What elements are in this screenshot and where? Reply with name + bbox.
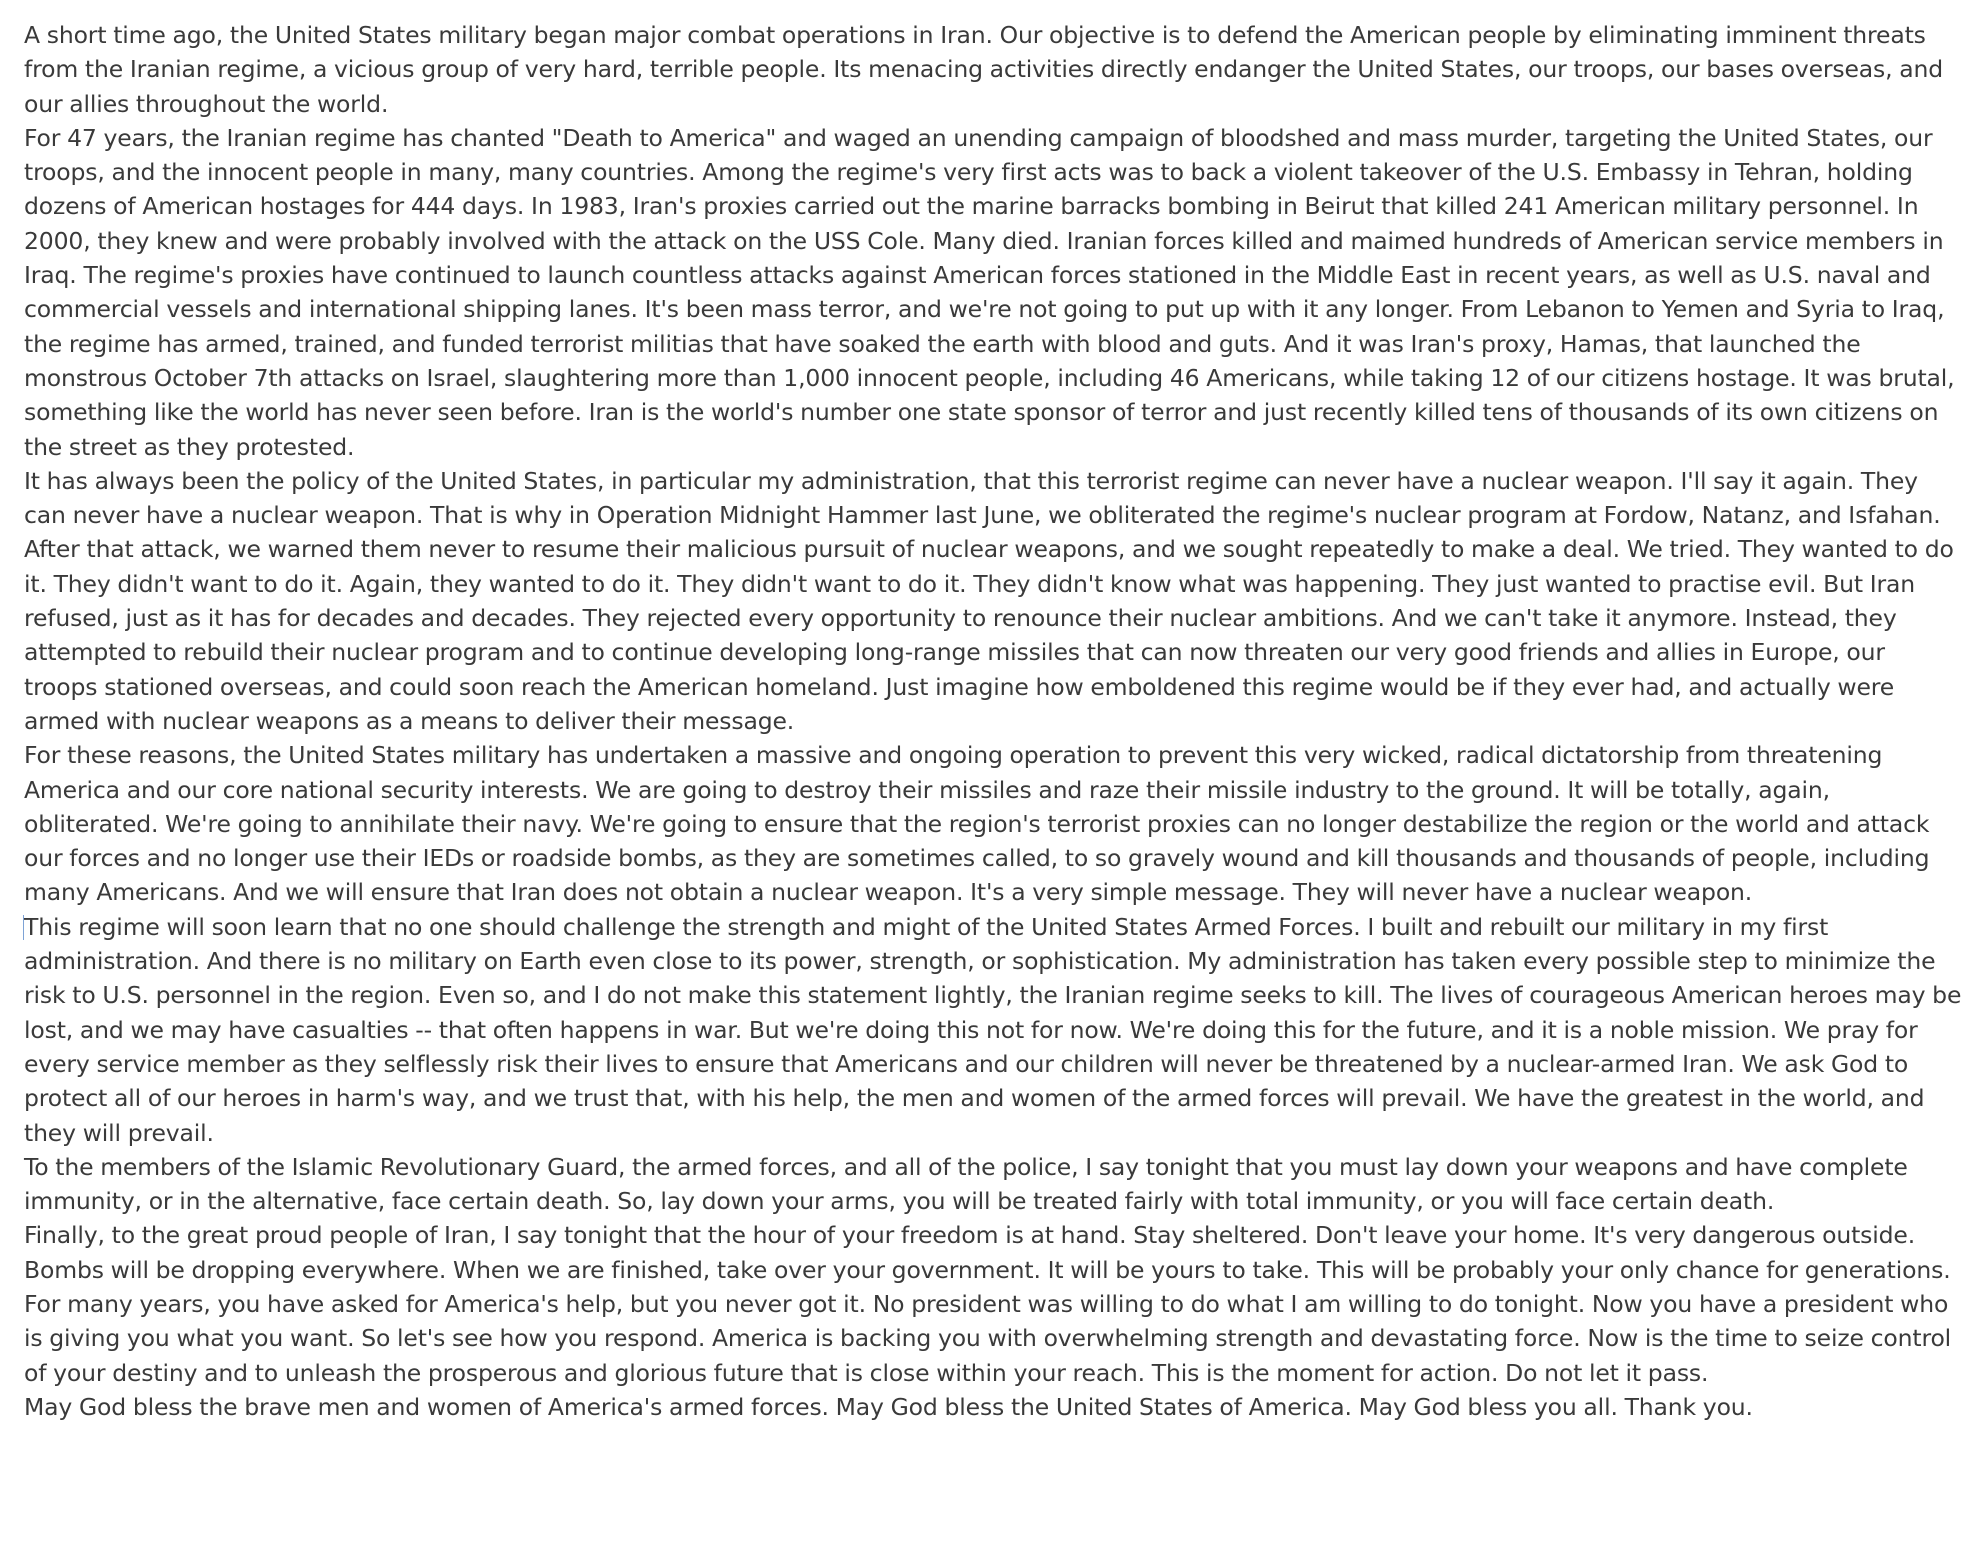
paragraph-3: It has always been the policy of the United States, in particular my administration, that this terrorist regime can never have a nuclear weapon. I'll say it again. They can never have a nuclear weapon. That is why in Operation Midnight Hammer last June, we obliterated the regime's nuclear program at Fordow, Natanz, and Isfahan. After that attack, we warned them never to resume their malicious pursuit of nuclear weapons, and we sought repeatedly to make a deal. We tried. They wanted to do it. They didn't want to do it. Again, they wanted to do it. They didn't want to do it. They didn't know what was happening. They just wanted to practise evil. But Iran refused, just as it has for decades and decades. They rejected every opportunity to renounce their nuclear ambitions. And we can't take it anymore. Instead, they attempted to rebuild their nuclear program and to continue developing long-range missiles that can now threaten our very good friends and allies in Europe, our troops stationed overseas, and could soon reach the American homeland. Just imagine how emboldened this regime would be if they ever had, and actually were armed with nuclear weapons as a means to deliver their message.	[24, 466, 1954, 735]
paragraph-1: A short time ago, the United States military began major combat operations in Iran. Our objective is to defend the American people by eliminating imminent threats from the Iranian regime, a vicious group of very hard, terrible people. Its menacing activities directly endanger the United States, our troops, our bases overseas, and our allies throughout the world.	[24, 21, 1944, 118]
paragraph-2: For 47 years, the Iranian regime has chanted "Death to America" and waged an unending campaign of bloodshed and mass murder, targeting the United States, our troops, and the innocent people in many, many countries. Among the regime's very first acts was to back a violent takeover of the U.S. Embassy in Tehran, holding dozens of American hostages for 444 days. In 1983, Iran's proxies carried out the marine barracks bombing in Beirut that killed 241 American military personnel. In 2000, they knew and were probably involved with the attack on the USS Cole. Many died. Iranian forces killed and maimed hundreds of American service members in Iraq. The regime's proxies have continued to launch countless attacks against American forces stationed in the Middle East in recent years, as well as U.S. naval and commercial vessels and international shipping lanes. It's been mass terror, and we're not going to put up with it any longer. From Lebanon to Yemen and Syria to Iraq, the regime has armed, trained, and funded terrorist militias that have soaked the earth with blood and guts. And it was Iran's proxy, Hamas, that launched the monstrous October 7th attacks on Israel, slaughtering more than 1,000 innocent people, including 46 Americans, while taking 12 of our citizens hostage. It was brutal, something like the world has never seen before. Iran is the world's number one state sponsor of terror and just recently killed tens of thousands of its own citizens on the street as they protested.	[24, 123, 1955, 461]
caret-paragraph	[24, 910, 1964, 1150]
text-caret	[23, 915, 24, 940]
paragraph-4: For these reasons, the United States military has undertaken a massive and ongoing operation to prevent this very wicked, radical dictatorship from threatening America and our core national security interests. We are going to destroy their missiles and raze their missile industry to the ground. It will be totally, again, obliterated. We're going to annihilate their navy. We're going to ensure that the region's terrorist proxies can no longer destabilize the region or the world and attack our forces and no longer use their IEDs or roadside bombs, as they are sometimes called, to so gravely wound and kill thousands and thousands of people, including many Americans. And we will ensure that Iran does not obtain a nuclear weapon. It's a very simple message. They will never have a nuclear weapon.	[24, 741, 1930, 907]
paragraph-8: May God bless the brave men and women of America's armed forces. May God bless the United States of America. May God bless you all. Thank you.	[24, 1392, 1753, 1421]
text-editor[interactable]	[24, 18, 1964, 1424]
paragraph-6: To the members of the Islamic Revolutionary Guard, the armed forces, and all of the police, I say tonight that you must lay down your weapons and have complete immunity, or in the alternative, face certain death. So, lay down your arms, you will be treated fairly with total immunity, or you will face certain death.	[24, 1152, 1908, 1216]
paragraph-5: This regime will soon learn that no one should challenge the strength and might of the United States Armed Forces. I built and rebuilt our military in my first administration. And there is no military on Earth even close to its power, strength, or sophistication. My administration has taken every possible step to minimize the risk to U.S. personnel in the region. Even so, and I do not make this statement lightly, the Iranian regime seeks to kill. The lives of courageous American heroes may be lost, and we may have casualties -- that often happens in war. But we're doing this not for now. We're doing this for the future, and it is a noble mission. We pray for every service member as they selflessly risk their lives to ensure that Americans and our children will never be threatened by a nuclear-armed Iran. We ask God to protect all of our heroes in harm's way, and we trust that, with his help, the men and women of the armed forces will prevail. We have the greatest in the world, and they will prevail.	[24, 912, 1962, 1147]
paragraph-7: Finally, to the great proud people of Iran, I say tonight that the hour of your freedom is at hand. Stay sheltered. Don't leave your home. It's very dangerous outside. Bombs will be dropping everywhere. When we are finished, take over your government. It will be yours to take. This will be probably your only chance for generations. For many years, you have asked for America's help, but you never got it. No president was willing to do what I am willing to do tonight. Now you have a president who is giving you what you want. So let's see how you respond. America is backing you with overwhelming strength and devastating force. Now is the time to seize control of your destiny and to unleash the prosperous and glorious future that is close within your reach. This is the moment for action. Do not let it pass.	[24, 1221, 1952, 1387]
